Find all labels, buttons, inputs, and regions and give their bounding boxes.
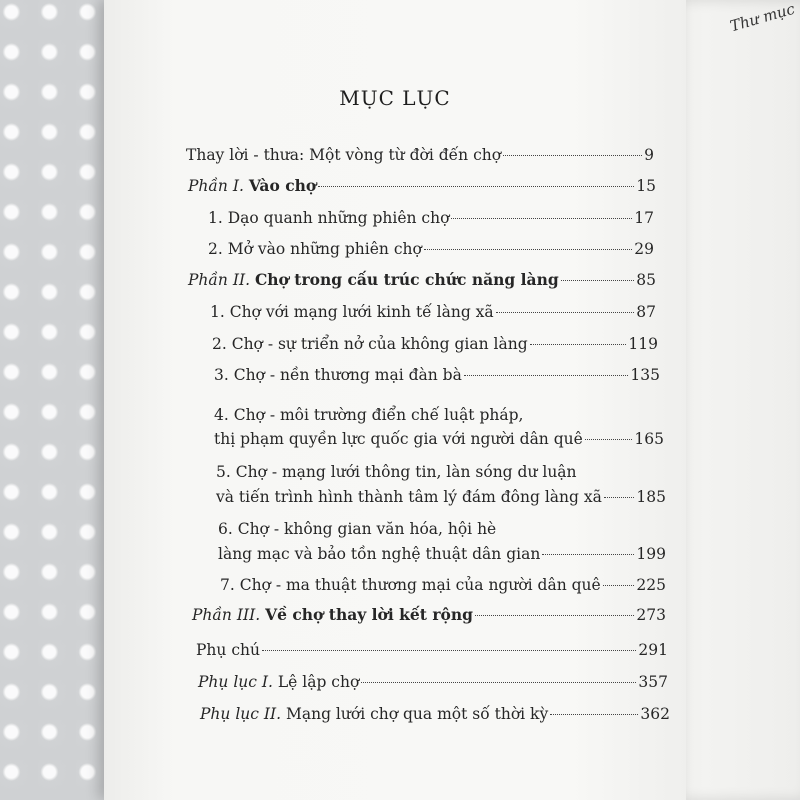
toc-entry-page: 15 — [636, 177, 656, 195]
toc-leader-dots — [604, 497, 635, 498]
toc-entry-label: Thay lời - thưa: Một vòng từ đời đến chợ — [186, 146, 502, 164]
toc-entry-label: 1. Dạo quanh những phiên chợ — [208, 209, 450, 227]
toc-entry-part-3 — [192, 604, 666, 626]
toc-part-prefix: Phần III. — [192, 606, 261, 624]
toc-entry-page: 17 — [634, 209, 654, 227]
toc-entry-label: thị phạm quyền lực quốc gia với người dân quê — [214, 430, 583, 448]
toc-entry-notes — [196, 639, 668, 661]
toc-leader-dots — [603, 585, 635, 586]
toc-entry-2-2 — [212, 333, 658, 355]
toc-entry-2-1 — [210, 301, 656, 323]
back-page-header-text: Thư mục — [728, 0, 797, 36]
toc-leader-dots — [561, 280, 635, 281]
toc-entry-page: 185 — [636, 488, 666, 506]
toc-entry-2-7 — [220, 574, 666, 596]
toc-entry-label: làng mạc và bảo tồn nghệ thuật dân gian — [218, 545, 541, 563]
toc-entry-2-4-line1: 4. Chợ - môi trường điển chế luật pháp, — [214, 406, 524, 424]
toc-entry-page: 225 — [636, 576, 666, 594]
toc-entry-page: 357 — [638, 673, 668, 691]
toc-entry-label: Phụ chú — [196, 641, 260, 659]
toc-leader-dots — [451, 218, 632, 219]
toc-entry-page: 273 — [636, 606, 666, 624]
toc-entry-2-3 — [214, 364, 660, 386]
toc-appendix-prefix: Phụ lục I. — [198, 673, 273, 691]
toc-leader-dots — [542, 554, 634, 555]
toc-leader-dots — [464, 375, 629, 376]
toc-entry-label: 7. Chợ - ma thuật thương mại của người dân quê — [220, 576, 601, 594]
toc-entry-page: 9 — [644, 146, 654, 164]
toc-part-title: Về chợ thay lời kết rộng — [265, 605, 473, 624]
toc-entry-part-2 — [188, 269, 656, 291]
toc-entry-label: 2. Mở vào những phiên chợ — [208, 240, 422, 258]
toc-entry-appendix-2 — [200, 703, 670, 725]
toc-entry-1-1 — [208, 207, 654, 229]
toc-leader-dots — [475, 615, 634, 616]
toc-appendix-prefix: Phụ lục II. — [200, 705, 282, 723]
toc-entry-1-2 — [208, 238, 654, 260]
toc-leader-dots — [503, 155, 642, 156]
toc-entry-label: 2. Chợ - sự triển nở của không gian làng — [212, 335, 528, 353]
toc-entry-2-4 — [214, 428, 664, 450]
toc-entry-page: 135 — [630, 366, 660, 384]
toc-part-title: Vào chợ — [248, 176, 317, 195]
toc-leader-dots — [361, 682, 636, 683]
toc-appendix-title: Mạng lưới chợ qua một số thời kỳ — [285, 705, 549, 723]
toc-entry-page: 165 — [634, 430, 664, 448]
toc-entry-part-1 — [188, 175, 656, 197]
toc-part-title: Chợ trong cấu trúc chức năng làng — [254, 270, 559, 289]
toc-entry-2-5-line1: 5. Chợ - mạng lưới thông tin, làn sóng dư luận — [216, 463, 577, 481]
toc-leader-dots — [496, 312, 635, 313]
toc-entry-2-6 — [218, 543, 666, 565]
toc-entry-label: và tiến trình hình thành tâm lý đám đông làng xã — [216, 488, 602, 506]
toc-entry-2-5 — [216, 486, 666, 508]
toc-entry-page: 362 — [640, 705, 670, 723]
toc-leader-dots — [424, 249, 632, 250]
toc-entry-page: 87 — [636, 303, 656, 321]
toc-entry-label: 3. Chợ - nền thương mại đàn bà — [214, 366, 462, 384]
toc-entry-page: 85 — [636, 271, 656, 289]
toc-entry-label: 1. Chợ với mạng lưới kinh tế làng xã — [210, 303, 494, 321]
toc-leader-dots — [262, 650, 636, 651]
toc-entry-page: 119 — [628, 335, 658, 353]
toc-appendix-title: Lệ lập chợ — [277, 673, 360, 691]
toc-leader-dots — [530, 344, 627, 345]
toc-leader-dots — [550, 714, 638, 715]
toc-leader-dots — [318, 186, 634, 187]
toc-leader-dots — [585, 439, 633, 440]
toc-entry-appendix-1 — [198, 671, 668, 693]
toc-part-prefix: Phần I. — [188, 177, 244, 195]
toc-part-prefix: Phần II. — [188, 271, 250, 289]
toc-entry-page: 291 — [638, 641, 668, 659]
toc-entry-page: 199 — [636, 545, 666, 563]
toc-entry-page: 29 — [634, 240, 654, 258]
toc-entry-intro — [186, 144, 654, 166]
toc-title: MỤC LỤC — [339, 86, 451, 110]
toc-entry-2-6-line1: 6. Chợ - không gian văn hóa, hội hè — [218, 520, 497, 538]
